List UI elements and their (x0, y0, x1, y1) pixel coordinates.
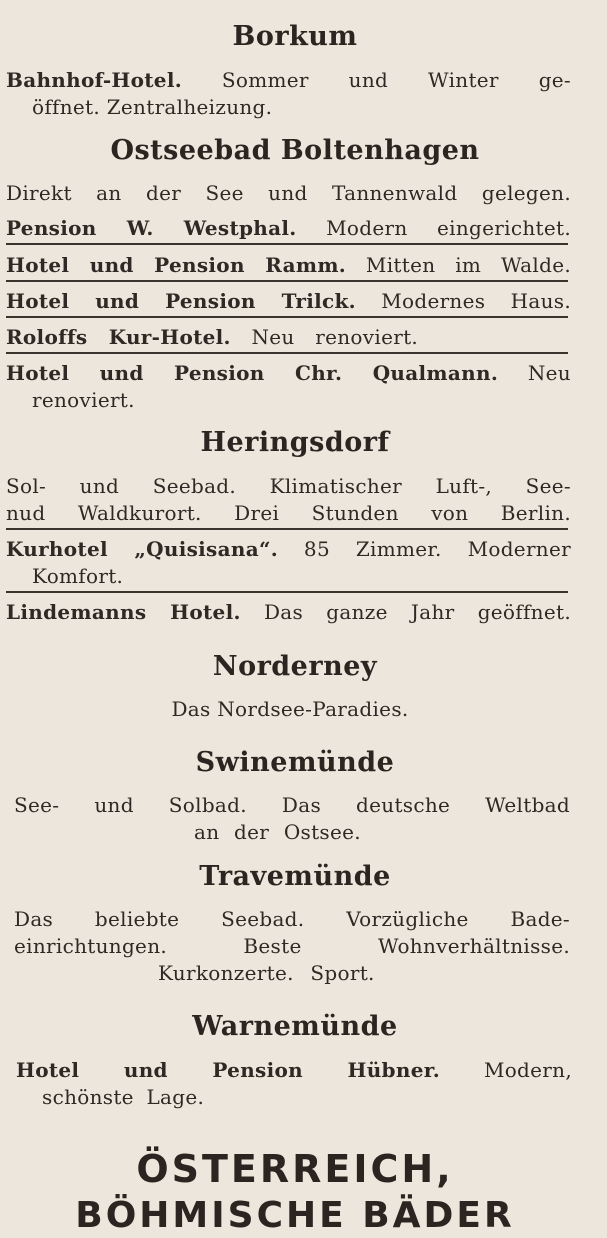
hotel-description: Neu renoviert. (251, 325, 419, 349)
borkum-entry-line1 (6, 67, 571, 93)
heading-swinemuende: Swinemünde (195, 747, 395, 778)
divider-rule (6, 528, 568, 530)
heringsdorf-entry-1 (6, 536, 571, 562)
heringsdorf-entry-1-line2: Komfort. (32, 564, 124, 588)
hotel-description: Modernes Haus. (381, 289, 571, 313)
boltenhagen-entry-2 (6, 252, 571, 278)
divider-rule (6, 316, 568, 318)
boltenhagen-entry-5 (6, 360, 571, 386)
hotel-description: Modern eingerichtet. (326, 216, 571, 240)
footer-heading-austria: ÖSTERREICH, (136, 1147, 454, 1191)
hotel-name: Hotel und Pension Hübner. (16, 1058, 440, 1082)
footer-heading-bohemian-spas: BÖHMISCHE BÄDER (75, 1195, 515, 1236)
hotel-name: Hotel und Pension Trilck. (6, 289, 356, 313)
travemuende-line2: einrichtungen. Beste Wohnverhältnisse. (14, 934, 570, 958)
boltenhagen-entry-3 (6, 288, 571, 314)
divider-rule (6, 591, 568, 593)
divider-rule (6, 243, 568, 245)
hotel-name: Kurhotel „Quisisana“. (6, 537, 279, 561)
hotel-name: Pension W. Westphal. (6, 216, 297, 240)
norderney-description: Das Nordsee-Paradies. (171, 697, 409, 721)
swinemuende-line1: See- und Solbad. Das deutsche Weltbad (14, 793, 570, 817)
swinemuende-line2: an der Ostsee. (194, 820, 361, 844)
boltenhagen-intro: Direkt an der See und Tannenwald gelegen. (6, 181, 571, 205)
heringsdorf-intro-line1: Sol- und Seebad. Klimatischer Luft-, See- (6, 474, 571, 498)
hotel-name: Lindemanns Hotel. (6, 600, 241, 624)
borkum-entry-line2: öffnet. Zentralheizung. (32, 95, 273, 119)
hotel-name: Hotel und Pension Ramm. (6, 253, 347, 277)
hotel-description: Das ganze Jahr geöffnet. (263, 600, 571, 624)
boltenhagen-entry-5-line2: renoviert. (32, 388, 135, 412)
divider-rule (6, 352, 568, 354)
heading-boltenhagen: Ostseebad Boltenhagen (110, 135, 480, 166)
hotel-name: Roloffs Kur-Hotel. (6, 325, 231, 349)
boltenhagen-entry-1 (6, 215, 571, 241)
hotel-name: Bahnhof-Hotel. (6, 68, 182, 92)
warnemuende-entry-line1 (16, 1057, 572, 1083)
heading-travemuende: Travemünde (199, 861, 391, 892)
hotel-description: 85 Zimmer. Moderner (303, 537, 571, 561)
heringsdorf-entry-2 (6, 599, 571, 625)
travemuende-line1: Das beliebte Seebad. Vorzügliche Bade- (14, 907, 570, 931)
hotel-description: Neu (527, 361, 571, 385)
heading-norderney: Norderney (212, 651, 378, 682)
hotel-description: Modern, (483, 1058, 572, 1082)
boltenhagen-entry-4 (6, 324, 476, 350)
divider-rule (6, 280, 568, 282)
heading-warnemuende: Warnemünde (192, 1011, 398, 1042)
heading-heringsdorf: Heringsdorf (200, 427, 390, 458)
warnemuende-entry-line2: schönste Lage. (42, 1085, 205, 1109)
heading-borkum: Borkum (232, 21, 358, 52)
hotel-name: Hotel und Pension Chr. Qualmann. (6, 361, 499, 385)
travemuende-line3: Kurkonzerte. Sport. (158, 961, 375, 985)
hotel-description: Mitten im Walde. (365, 253, 571, 277)
heringsdorf-intro-line2: nud Waldkurort. Drei Stunden von Berlin. (6, 501, 571, 525)
hotel-description: Sommer und Winter ge- (221, 68, 571, 92)
